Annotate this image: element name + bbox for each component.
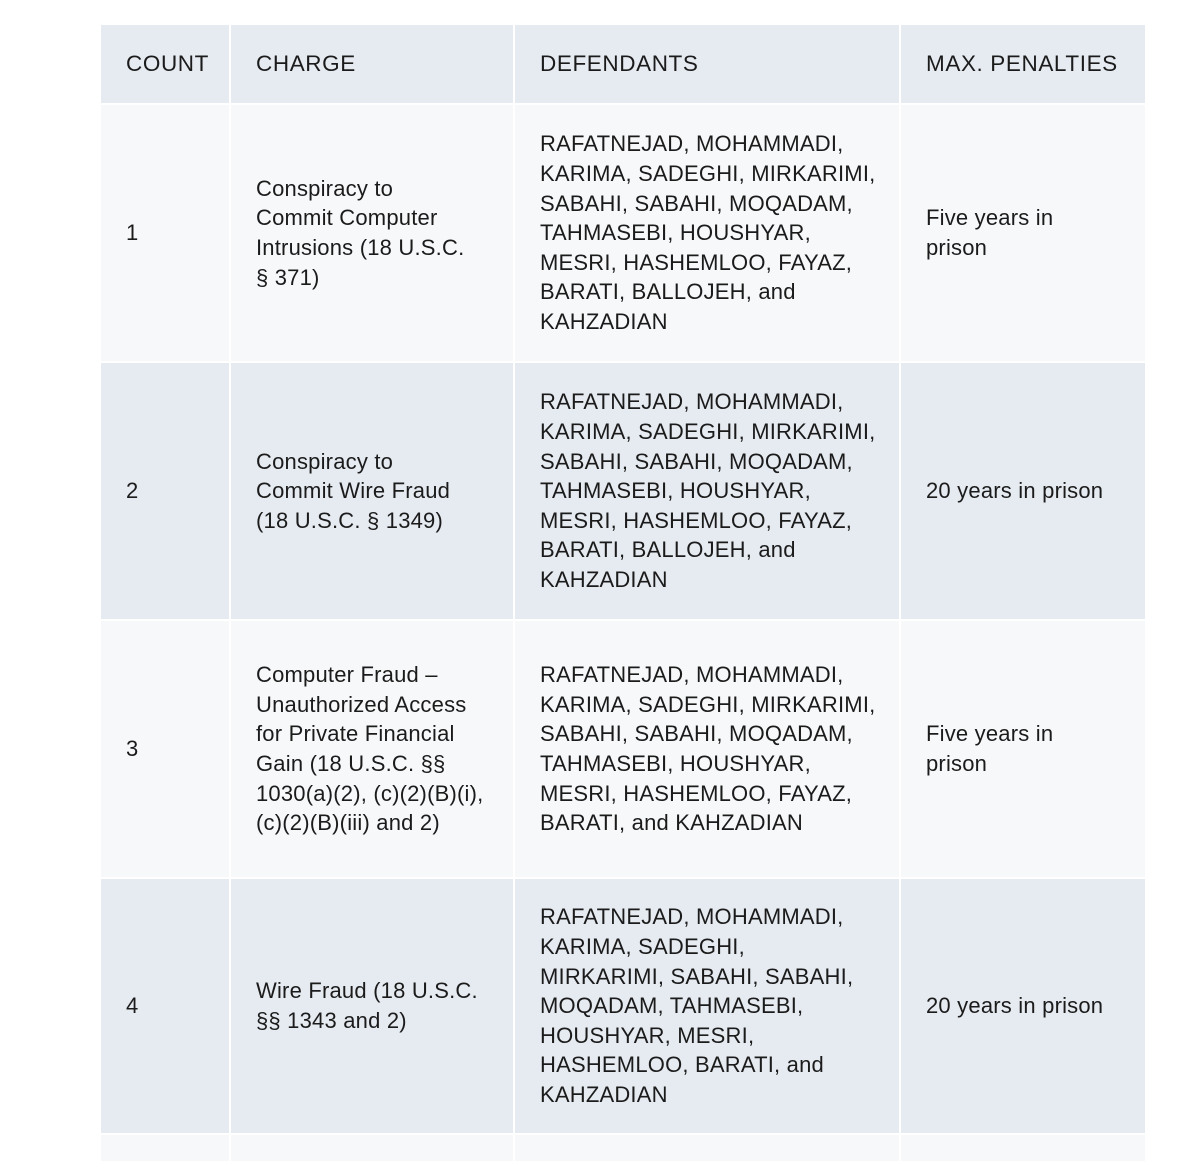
table-row-1-defendants xyxy=(515,105,899,361)
table-row-5-count xyxy=(101,1135,229,1161)
defendants-text: RAFATNEJAD, MOHAMMADI, KARIMA, SADEGHI, MIRKARIMI, SABAHI, SABAHI, MOQADAM, TAHMASEBI, HOUSHYAR, MESRI, HASHEMLOO, FAYAZ, BARATI, BALLOJEH, and KAHZADIAN xyxy=(540,131,876,334)
defendants-text: RAFATNEJAD, MOHAMMADI, KARIMA, SADEGHI, MIRKARIMI, SABAHI, SABAHI, MOQADAM, TAHMASEBI, HOUSHYAR, MESRI, HASHEMLOO, FAYAZ, BARATI, BALLOJEH, and KAHZADIAN xyxy=(540,389,876,592)
penalty-text: Five years in prison xyxy=(926,205,1054,260)
table-row-3-charge xyxy=(231,621,513,877)
header-count: COUNT xyxy=(101,25,229,103)
defendants-text: RAFATNEJAD, MOHAMMADI, KARIMA, SADEGHI, MIRKARIMI, SABAHI, SABAHI, MOQADAM, TAHMASEBI, HOUSHYAR, MESRI, HASHEMLOO, BARATI, and KAHZADIAN xyxy=(540,904,854,1107)
table-row-5-defendants xyxy=(515,1135,899,1161)
table-row-4-charge xyxy=(231,879,513,1133)
table-row-2-charge xyxy=(231,363,513,619)
header-max-penalties: MAX. PENALTIES xyxy=(901,25,1145,103)
charge-text: Computer Fraud – Unauthorized Access for Private Financial Gain (18 U.S.C. §§ 1030(a)(2), (c)(2)(B)(i), (c)(2)(B)(iii) and 2) xyxy=(256,662,484,836)
defendants-text: RAFATNEJAD, MOHAMMADI, KARIMA, SADEGHI, MIRKARIMI, SABAHI, SABAHI, MOQADAM, TAHMASEBI, HOUSHYAR, MESRI, HASHEMLOO, FAYAZ, BARATI, and KAHZADIAN xyxy=(540,662,876,836)
table-row-1-charge xyxy=(231,105,513,361)
table-row-2-penalty xyxy=(901,363,1145,619)
table-row-1-count: 1 xyxy=(101,105,229,361)
header-defendants: DEFENDANTS xyxy=(515,25,899,103)
penalty-text: Five years in prison xyxy=(926,721,1054,776)
table-row-2-count: 2 xyxy=(101,363,229,619)
table-row-4-penalty xyxy=(901,879,1145,1133)
table-row-5-charge xyxy=(231,1135,513,1161)
penalty-text: 20 years in prison xyxy=(926,478,1104,504)
charge-text: Wire Fraud (18 U.S.C. §§ 1343 and 2) xyxy=(256,978,478,1033)
table-row-3-penalty xyxy=(901,621,1145,877)
table-row-5-penalty xyxy=(901,1135,1145,1161)
table-row-4-defendants xyxy=(515,879,899,1133)
table-row-2-defendants xyxy=(515,363,899,619)
table-row-3-defendants xyxy=(515,621,899,877)
table-row-1-penalty xyxy=(901,105,1145,361)
charges-table xyxy=(101,25,1144,1161)
table-row-3-count: 3 xyxy=(101,621,229,877)
penalty-text: 20 years in prison xyxy=(926,993,1104,1019)
charge-text: Conspiracy to Commit Computer Intrusions (18 U.S.C. § 371) xyxy=(256,175,465,290)
charges-table-grid xyxy=(101,25,1144,1161)
table-row-4-count: 4 xyxy=(101,879,229,1133)
charge-text: Conspiracy to Commit Wire Fraud (18 U.S.C. § 1349) xyxy=(256,448,451,533)
header-charge: CHARGE xyxy=(231,25,513,103)
